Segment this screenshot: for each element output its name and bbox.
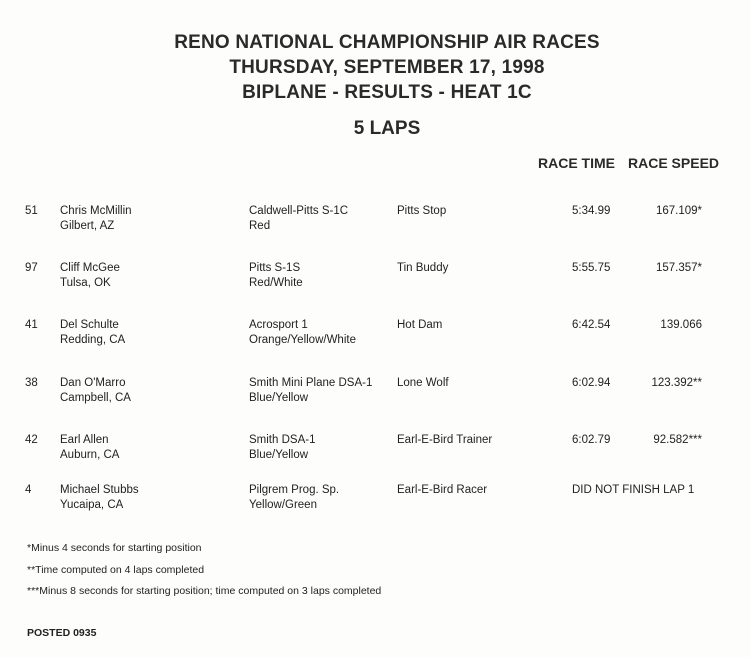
plane-name: Earl-E-Bird Trainer (397, 434, 493, 446)
pilot-cell (60, 376, 131, 406)
aircraft-type: Acrosport 1 (249, 319, 308, 331)
aircraft-colors: Red/White (249, 277, 303, 289)
race-speed: 167.109* (655, 205, 702, 217)
pilot-cell (60, 204, 132, 234)
pilot-hometown: Gilbert, AZ (60, 220, 115, 232)
aircraft-type: Caldwell-Pitts S-1C (249, 205, 349, 217)
pilot-name: Earl Allen (60, 434, 109, 446)
aircraft-cell (249, 318, 356, 348)
pilot-cell (60, 318, 125, 348)
pilot-hometown: Campbell, CA (60, 392, 131, 404)
race-number: 42 (25, 434, 38, 446)
pilot-cell (60, 261, 120, 291)
race-number: 38 (25, 377, 38, 389)
pilot-name: Dan O'Marro (60, 377, 126, 389)
pilot-hometown: Tulsa, OK (60, 277, 111, 289)
result-row (0, 433, 750, 473)
pilot-hometown: Yucaipa, CA (60, 499, 124, 511)
footnote-3: ***Minus 8 seconds for starting position; time computed on 3 laps completed (27, 585, 382, 597)
race-time-header: RACE TIME (538, 155, 615, 171)
pilot-name: Chris McMillin (60, 205, 132, 217)
pilot-cell (60, 483, 139, 513)
race-time: 5:55.75 (572, 262, 611, 274)
plane-name: Tin Buddy (397, 262, 449, 274)
event-date: THURSDAY, SEPTEMBER 17, 1998 (229, 57, 545, 78)
race-number: 4 (25, 484, 32, 496)
pilot-hometown: Redding, CA (60, 334, 126, 346)
aircraft-cell (249, 261, 303, 291)
pilot-cell (60, 433, 119, 463)
aircraft-cell (249, 433, 315, 463)
aircraft-type: Smith DSA-1 (249, 434, 316, 446)
result-row (0, 204, 750, 244)
document-title (0, 30, 750, 105)
posted-time: POSTED 0935 (27, 627, 97, 639)
result-row (0, 261, 750, 301)
event-title: RENO NATIONAL CHAMPIONSHIP AIR RACES (174, 32, 600, 53)
aircraft-cell (249, 376, 372, 406)
race-time: 5:34.99 (572, 205, 611, 217)
aircraft-type: Pitts S-1S (249, 262, 301, 274)
aircraft-colors: Yellow/Green (249, 499, 317, 511)
race-speed: 123.392** (651, 377, 702, 389)
race-speed: 139.066 (660, 319, 702, 331)
plane-name: Earl-E-Bird Racer (397, 484, 488, 496)
aircraft-colors: Blue/Yellow (249, 449, 309, 461)
pilot-name: Michael Stubbs (60, 484, 139, 496)
aircraft-type: Pilgrem Prog. Sp. (249, 484, 340, 496)
race-number: 97 (25, 262, 38, 274)
race-time: 6:02.79 (572, 434, 611, 446)
pilot-hometown: Auburn, CA (60, 449, 120, 461)
race-number: 51 (25, 205, 38, 217)
result-row (0, 318, 750, 358)
aircraft-colors: Orange/Yellow/White (249, 334, 356, 346)
plane-name: Lone Wolf (397, 377, 449, 389)
race-speed: 157.357* (655, 262, 702, 274)
race-time: 6:42.54 (572, 319, 611, 331)
result-row (0, 483, 750, 523)
aircraft-colors: Red (249, 220, 271, 232)
plane-name: Hot Dam (397, 319, 443, 331)
dnf-status: DID NOT FINISH LAP 1 (572, 484, 695, 496)
race-time: 6:02.94 (572, 377, 611, 389)
plane-name: Pitts Stop (397, 205, 447, 217)
race-speed-header: RACE SPEED (628, 155, 720, 171)
pilot-name: Del Schulte (60, 319, 119, 331)
heat-title: BIPLANE - RESULTS - HEAT 1C (242, 82, 532, 103)
laps-label: 5 LAPS (353, 118, 421, 139)
pilot-name: Cliff McGee (60, 262, 120, 274)
footnote-2: **Time computed on 4 laps completed (27, 564, 205, 576)
footnote-1: *Minus 4 seconds for starting position (27, 542, 202, 554)
aircraft-colors: Blue/Yellow (249, 392, 309, 404)
race-number: 41 (25, 319, 38, 331)
aircraft-type: Smith Mini Plane DSA-1 (249, 377, 373, 389)
aircraft-cell (249, 204, 348, 234)
aircraft-cell (249, 483, 339, 513)
race-speed: 92.582*** (653, 434, 702, 446)
result-row (0, 376, 750, 416)
